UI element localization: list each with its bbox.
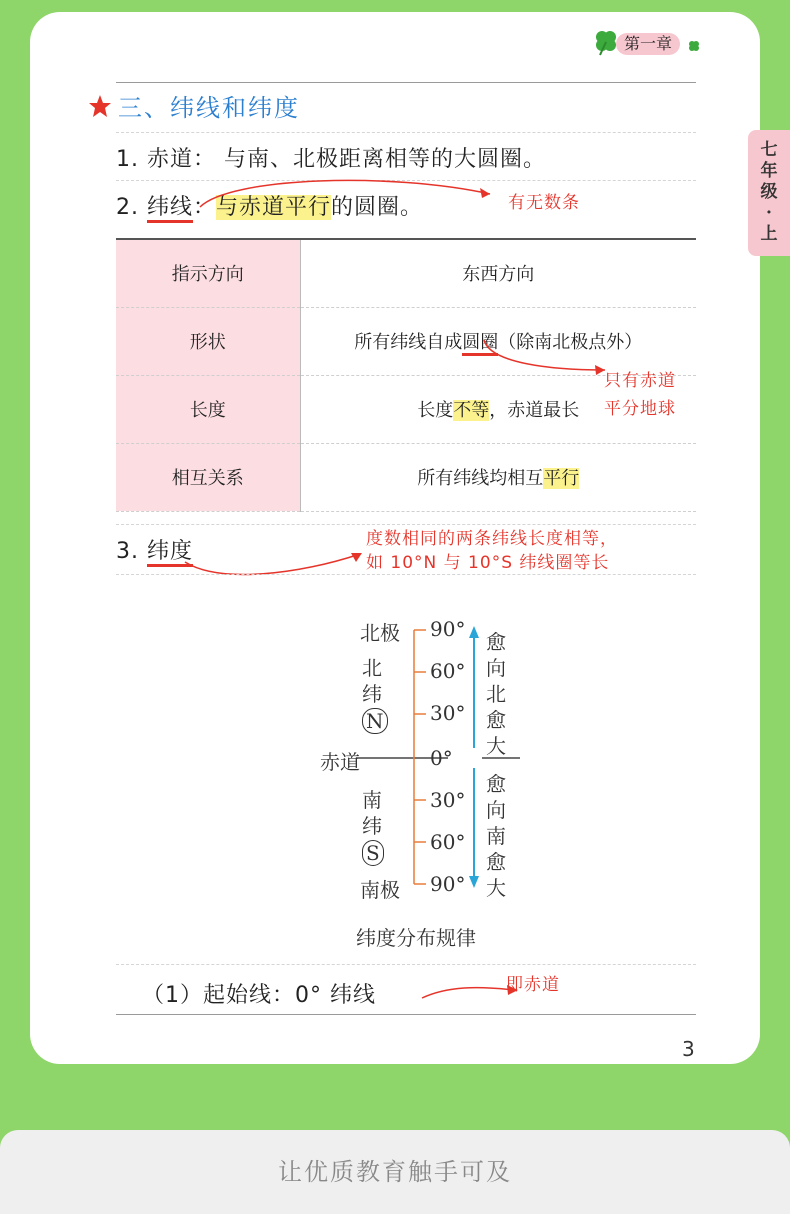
sub-item-1: （1）起始线：0° 纬线 — [142, 983, 376, 1008]
table-value — [300, 443, 696, 511]
top-rule — [116, 82, 696, 83]
figure-caption: 纬度分布规律 — [356, 926, 476, 950]
south-arrow-char: 向 — [486, 798, 506, 822]
tick-label: 60° — [430, 830, 466, 854]
north-lat-3: N — [362, 708, 388, 734]
latitude-figure — [270, 612, 570, 952]
divider — [116, 132, 696, 133]
tick-label-zero: 0° — [430, 746, 453, 770]
note-degree-2: 如 10°N 与 10°S 纬线圈等长 — [366, 553, 610, 573]
table-label: 长度 — [116, 375, 300, 443]
tick-label: 30° — [430, 701, 466, 725]
tick-label: 30° — [430, 788, 466, 812]
table-value: 东西方向 — [462, 264, 535, 286]
note-is-equator: 即赤道 — [506, 975, 560, 995]
curved-arrow — [190, 172, 530, 212]
tick-label: 60° — [430, 659, 466, 683]
grade-tab-label: 七 年 级 · 上 — [760, 140, 778, 244]
item-2-label: 纬线 — [147, 195, 193, 223]
tick-label: 90° — [430, 872, 466, 896]
divider — [116, 524, 696, 525]
table-value-pre: 长度 — [417, 400, 454, 421]
item-1-text: 与南、北极距离相等的大圆圈。 — [224, 147, 547, 172]
table-label: 指示方向 — [116, 239, 300, 307]
table-value-highlight: 平行 — [543, 468, 580, 489]
table-label: 形状 — [116, 307, 300, 375]
north-arrow-char: 愈 — [486, 630, 506, 654]
divider — [116, 964, 696, 965]
table-value-highlight: 不等 — [453, 400, 490, 421]
item-2-highlight: 与赤道平行 — [216, 195, 332, 220]
page-number: 3 — [682, 1037, 695, 1061]
north-lat-1: 北 — [362, 656, 382, 680]
item-3-num: 3. — [116, 539, 139, 564]
south-lat-1: 南 — [362, 788, 382, 812]
note-equator-1: 只有赤道 — [604, 371, 676, 391]
curved-arrow — [470, 338, 620, 378]
note-degree-1: 度数相同的两条纬线长度相等， — [366, 529, 618, 549]
page-card — [30, 12, 778, 1064]
note-equator-2: 平分地球 — [604, 399, 676, 419]
small-clover-icon — [688, 40, 700, 52]
item-1-label: 赤道： — [147, 147, 217, 172]
tick-label: 90° — [430, 617, 466, 641]
grade-tab — [748, 130, 790, 256]
footer-bar — [0, 1130, 790, 1214]
item-1-num: 1. — [116, 147, 139, 172]
south-arrow-char: 愈 — [486, 772, 506, 796]
chapter-badge — [592, 28, 712, 58]
table-row — [116, 239, 696, 307]
south-lat-2: 纬 — [362, 814, 382, 838]
table-value-post: ，赤道最长 — [489, 400, 580, 421]
item-2-colon: ： — [193, 195, 217, 220]
table-value-mark: 圆圈 — [462, 332, 498, 356]
north-arrow-char: 愈 — [486, 708, 506, 732]
north-arrow-char: 大 — [486, 734, 506, 758]
equator-label: 赤道 — [320, 750, 360, 774]
item-3-label: 纬度 — [147, 539, 193, 567]
chapter-label: 第一章 — [616, 33, 680, 55]
table-label: 相互关系 — [116, 443, 300, 511]
note-infinite: 有无数条 — [508, 193, 580, 213]
table-row — [116, 443, 696, 511]
north-arrow-char: 向 — [486, 656, 506, 680]
bottom-rule — [116, 1014, 696, 1015]
table-value-pre: 所有纬线均相互 — [417, 468, 544, 489]
table-value-post: （除南北极点外） — [498, 332, 643, 353]
south-pole-label: 南极 — [360, 878, 400, 902]
latitude-scale — [270, 612, 570, 912]
section-title: 三、纬线和纬度 — [118, 94, 300, 122]
star-icon — [88, 94, 112, 118]
footer-slogan: 让优质教育触手可及 — [278, 1158, 512, 1186]
divider — [116, 574, 696, 575]
north-pole-label: 北极 — [360, 621, 400, 645]
item-2-num: 2. — [116, 195, 139, 220]
south-lat-3: S — [362, 840, 384, 866]
item-1 — [116, 142, 546, 173]
item-2-rest: 的圆圈。 — [331, 195, 424, 220]
south-arrow-char: 大 — [486, 876, 506, 900]
north-arrow-char: 北 — [486, 682, 506, 706]
north-lat-2: 纬 — [362, 682, 382, 706]
table-value-pre: 所有纬线自成 — [354, 332, 463, 353]
south-arrow-char: 愈 — [486, 850, 506, 874]
south-arrow-char: 南 — [486, 824, 506, 848]
